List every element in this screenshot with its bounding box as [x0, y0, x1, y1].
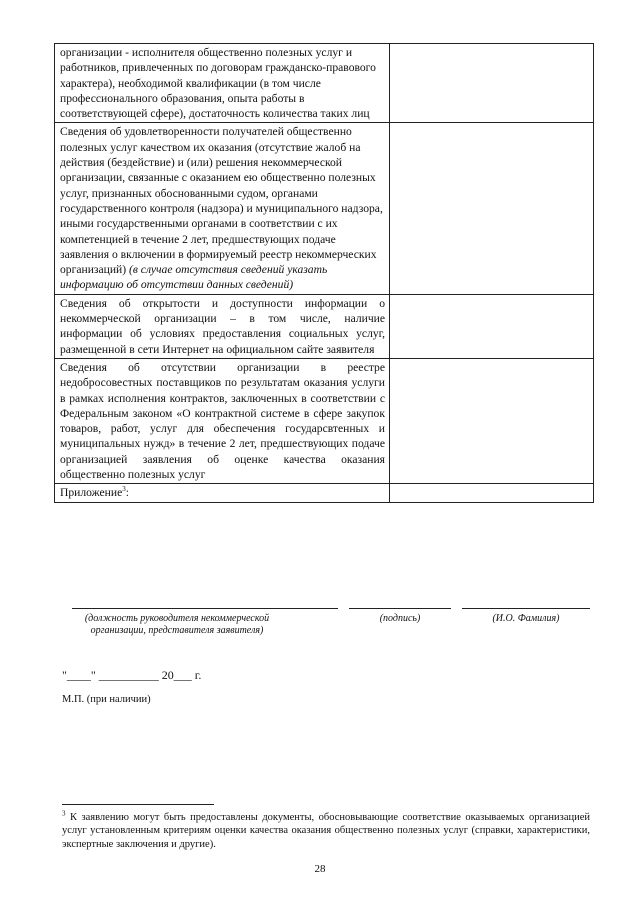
position-caption: (должность руководителя некоммерческой организации, представителя заявителя) [84, 613, 270, 636]
table-row [55, 358, 594, 483]
name-line [462, 608, 590, 609]
value-cell[interactable] [390, 123, 594, 294]
attachment-value-cell[interactable] [390, 484, 594, 502]
value-cell[interactable] [390, 294, 594, 358]
value-cell[interactable] [390, 358, 594, 483]
criterion-cell: Сведения об отсутствии организации в реестре недобросовестных поставщиков по результатам оказания услуги в рамках исполнения контрактов, заключенных в соответствии с Федеральным законом «О контрактной системе в сфере закупок товаров, работ, услуг для обеспечения государсвтенных и муниципальных нужд» в течение 2 лет, предшествующих подаче организацией заявления об оценке качества оказания общественно полезных услуг [55, 358, 390, 483]
signature-caption: (подпись) [379, 613, 421, 624]
criterion-cell: Сведения об открытости и доступности информации о некоммерческой организации – в том числе, наличие информации об условиях предоставления социальных услуг, размещенной в сети Интернет на официальном сайте заявителя [55, 294, 390, 358]
table-row [55, 44, 594, 123]
footnote-divider [62, 804, 214, 805]
criteria-table [54, 43, 594, 503]
criterion-cell: Сведения об удовлетворенности получателей общественно полезных услуг качеством их оказания (отсутствие жалоб на действия (бездействие) и (или) решения некоммерческой организации, связанные с оказанием ею общественно полезных услуг, признанных обоснованными судом, органами государственного контроля (надзора) и муниципального надзора, иными государственными органами в соответствии с их компетенцией в течение 2 лет, предшествующих подаче заявления о включении в формируемый реестр некоммерческих организаций) (в случае отсутствия сведений указать информацию об отсутствии данных сведений) [55, 123, 390, 294]
date-line[interactable]: "____" __________ 20___ г. [62, 668, 202, 682]
table-row [55, 123, 594, 294]
value-cell[interactable] [390, 44, 594, 123]
footnote: $^3$ К заявлению могут быть предоставлены документы, обосновывающие соответствие оказываемых организацией услуг установленным критериям оценки качества оказания общественно полезных услуг (справки, характеристики, экспертные заключения и другие). [62, 809, 590, 850]
page-number: 28 [314, 863, 326, 875]
attachment-label-cell: Приложение$^3$: [55, 484, 390, 502]
criterion-cell: организации - исполнителя общественно полезных услуг и работников, привлеченных по договорам гражданско-правового характера), необходимой квалификации (в том числе профессионального образования, опыта работы в соответствующей сфере), достаточность количества таких лиц [55, 44, 390, 123]
position-line [72, 608, 338, 609]
footnote-number: 3 [62, 809, 66, 818]
name-caption: (И.О. Фамилия) [492, 613, 560, 624]
italic-note: (в случае отсутствия сведений указать информацию об отсутствии данных сведений) [60, 263, 328, 292]
footnote-ref: 3 [122, 485, 126, 494]
signature-line [349, 608, 451, 609]
stamp-note: М.П. (при наличии) [62, 694, 151, 705]
table-row [55, 294, 594, 358]
attachment-row [55, 484, 594, 502]
